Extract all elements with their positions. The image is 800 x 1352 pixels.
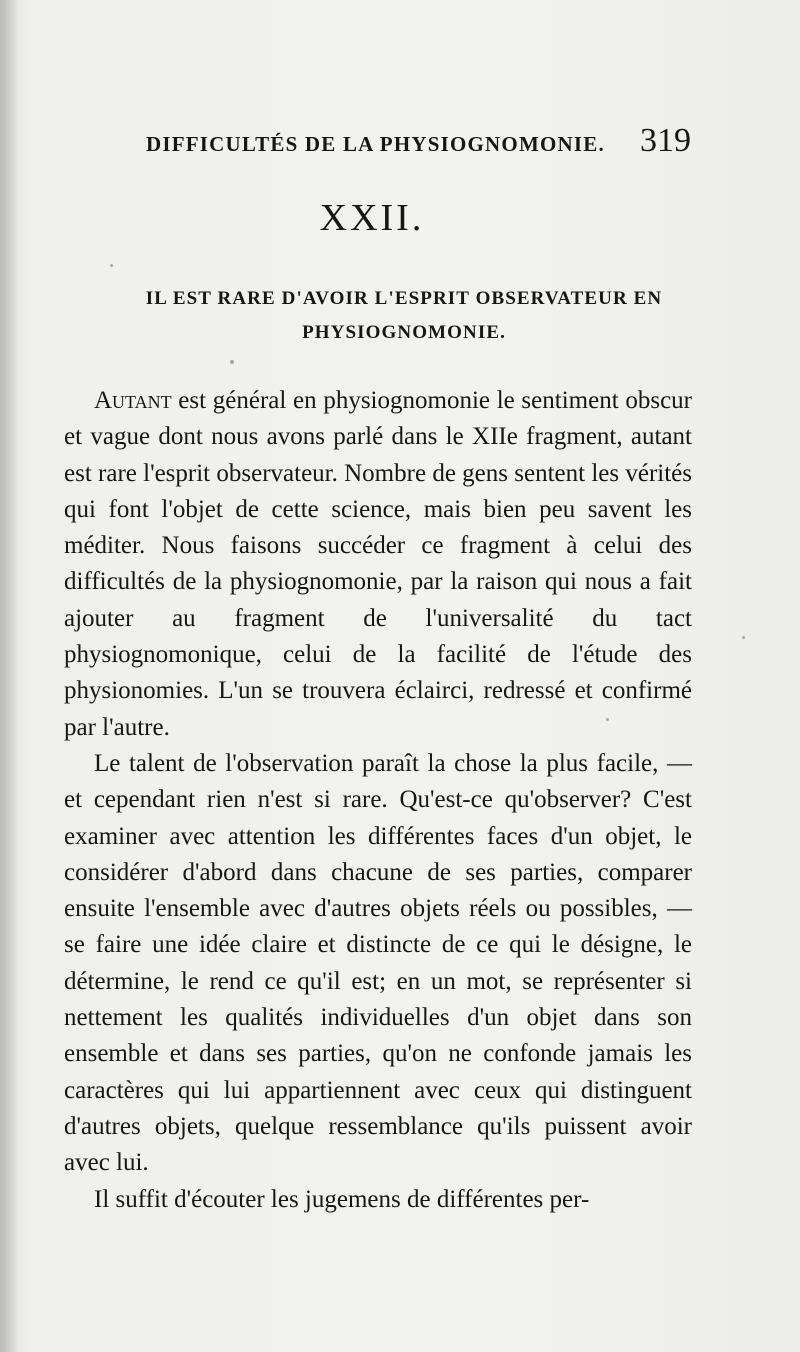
paragraph-3 [64,1182,692,1218]
paper-speck [110,264,113,267]
running-head [0,122,800,168]
paragraph-1 [64,383,692,746]
paragraph-2 [64,746,692,1182]
page-number: 319 [640,122,691,159]
paragraph-text: est général en physiognomonie le sentiment obscur et vague dont nous avons parlé dans le XIIe fragment, autant est rare l'esprit observateur. Nombre de gens sentent les vérités qui font l'objet de cette science, mais bien peu savent les méditer. Nous faisons succéder ce fragment à celui des difficultés de la physiognomonie, par la raison qui nous a fait ajouter au fragment de l'universalité du tact physiognomonique, celui de la facilité de l'étude des physionomies. L'un se trouvera éclairci, redressé et confirmé par l'autre. [64,387,692,741]
paper-speck [230,360,234,364]
paper-speck [742,636,745,639]
body-text [64,383,692,1218]
running-head-title: DIFFICULTÉS DE LA PHYSIOGNOMONIE. [146,132,605,156]
paragraph-text: Il suffit d'écouter les jugemens de différentes per- [94,1185,590,1213]
paragraph-text: Le talent de l'observation paraît la chose la plus facile, — et cependant rien n'est si rare. Qu'est-ce qu'observer? C'est examiner avec attention les différentes faces d'un objet, le considérer d'abord dans chacune de ses parties, comparer ensuite l'ensemble avec d'autres objets réels ou possibles, — se faire une idée claire et distincte de ce qui le désigne, le détermine, le rend ce qu'il est; en un mot, se représenter si nettement les qualités individuelles d'un objet dans son ensemble et dans ses parties, qu'on ne confonde jamais les caractères qui lui appartiennent avec ceux qui distinguent d'autres objets, quelque ressemblance qu'ils puissent avoir avec lui. [64,749,692,1177]
chapter-number: XXII. [319,197,425,239]
paragraph-lead-word: Autant [94,387,172,414]
paper-speck [606,718,609,721]
chapter-title: IL EST RARE D'AVOIR L'ESPRIT OBSERVATEUR EN PHYSIOGNOMONIE. [145,288,663,343]
